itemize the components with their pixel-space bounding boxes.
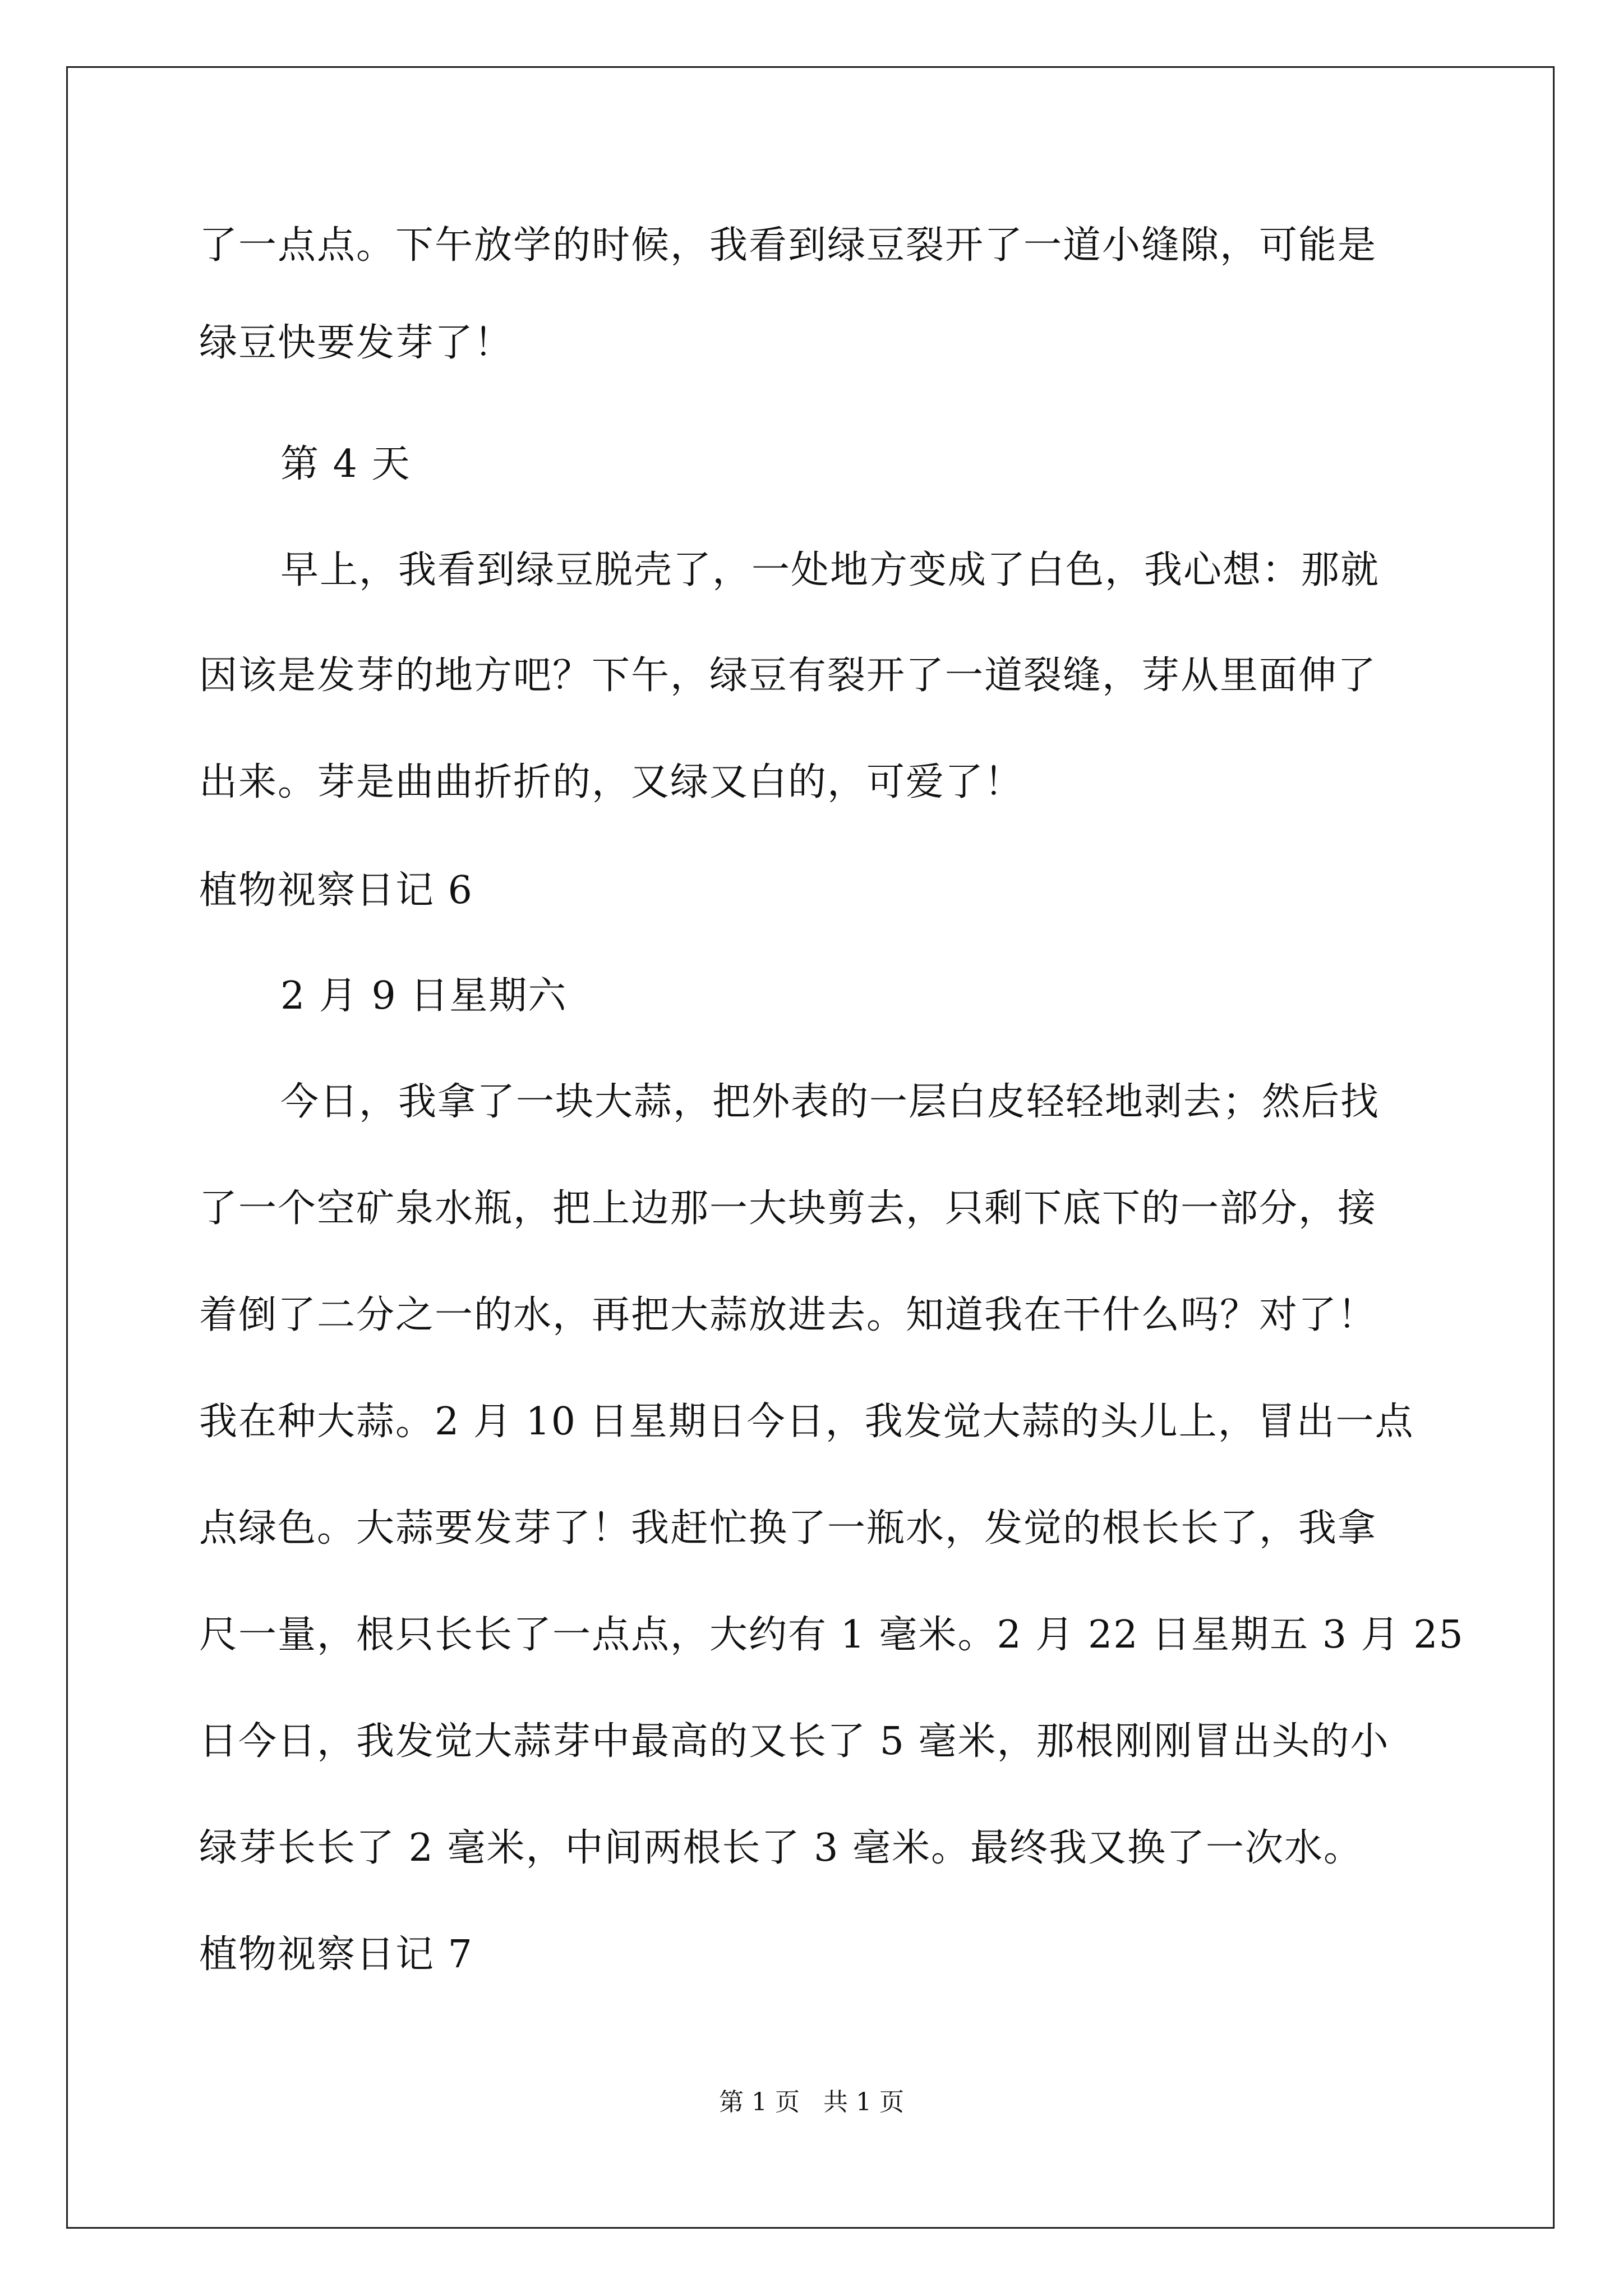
body-text-line: 因该是发芽的地方吧？下午，绿豆有裂开了一道裂缝，芽从里面伸了 [199,654,1377,698]
day-heading: 第 4 天 [280,442,411,486]
diary-title: 植物视察日记 7 [199,1932,473,1977]
date-heading: 2 月 9 日星期六 [280,974,568,1018]
body-text-line: 绿豆快要发芽了！ [199,321,514,365]
body-text-line: 早上，我看到绿豆脱壳了，一处地方变成了白色，我心想：那就 [280,548,1380,592]
body-text-line: 点绿色。大蒜要发芽了！我赶忙换了一瓶水，发觉的根长长了，我拿 [199,1506,1377,1550]
body-text-line: 着倒了二分之一的水，再把大蒜放进去。知道我在干什么吗？对了！ [199,1293,1377,1337]
page-border [66,66,1555,2229]
body-text-line: 日今日，我发觉大蒜芽中最高的又长了 5 毫米，那根刚刚冒出头的小 [199,1719,1390,1764]
body-text-line: 今日，我拿了一块大蒜，把外表的一层白皮轻轻地剥去；然后找 [280,1080,1380,1124]
diary-title: 植物视察日记 6 [199,868,473,913]
body-text-line: 尺一量，根只长长了一点点，大约有 1 毫米。2 月 22 日星期五 3 月 25 [199,1613,1464,1657]
body-text-line: 绿芽长长了 2 毫米，中间两根长了 3 毫米。最终我又换了一次水。 [199,1826,1363,1870]
body-text-line: 出来。芽是曲曲折折的，又绿又白的，可爱了！ [199,760,1024,804]
body-text-line: 了一个空矿泉水瓶，把上边那一大块剪去，只剩下底下的一部分，接 [199,1186,1377,1231]
page-footer: 第 1 页 共 1 页 [719,2088,904,2116]
body-text-line: 我在种大蒜。2 月 10 日星期日今日，我发觉大蒜的头儿上，冒出一点 [199,1400,1414,1444]
body-text-line: 了一点点。下午放学的时候，我看到绿豆裂开了一道小缝隙，可能是 [199,223,1377,268]
